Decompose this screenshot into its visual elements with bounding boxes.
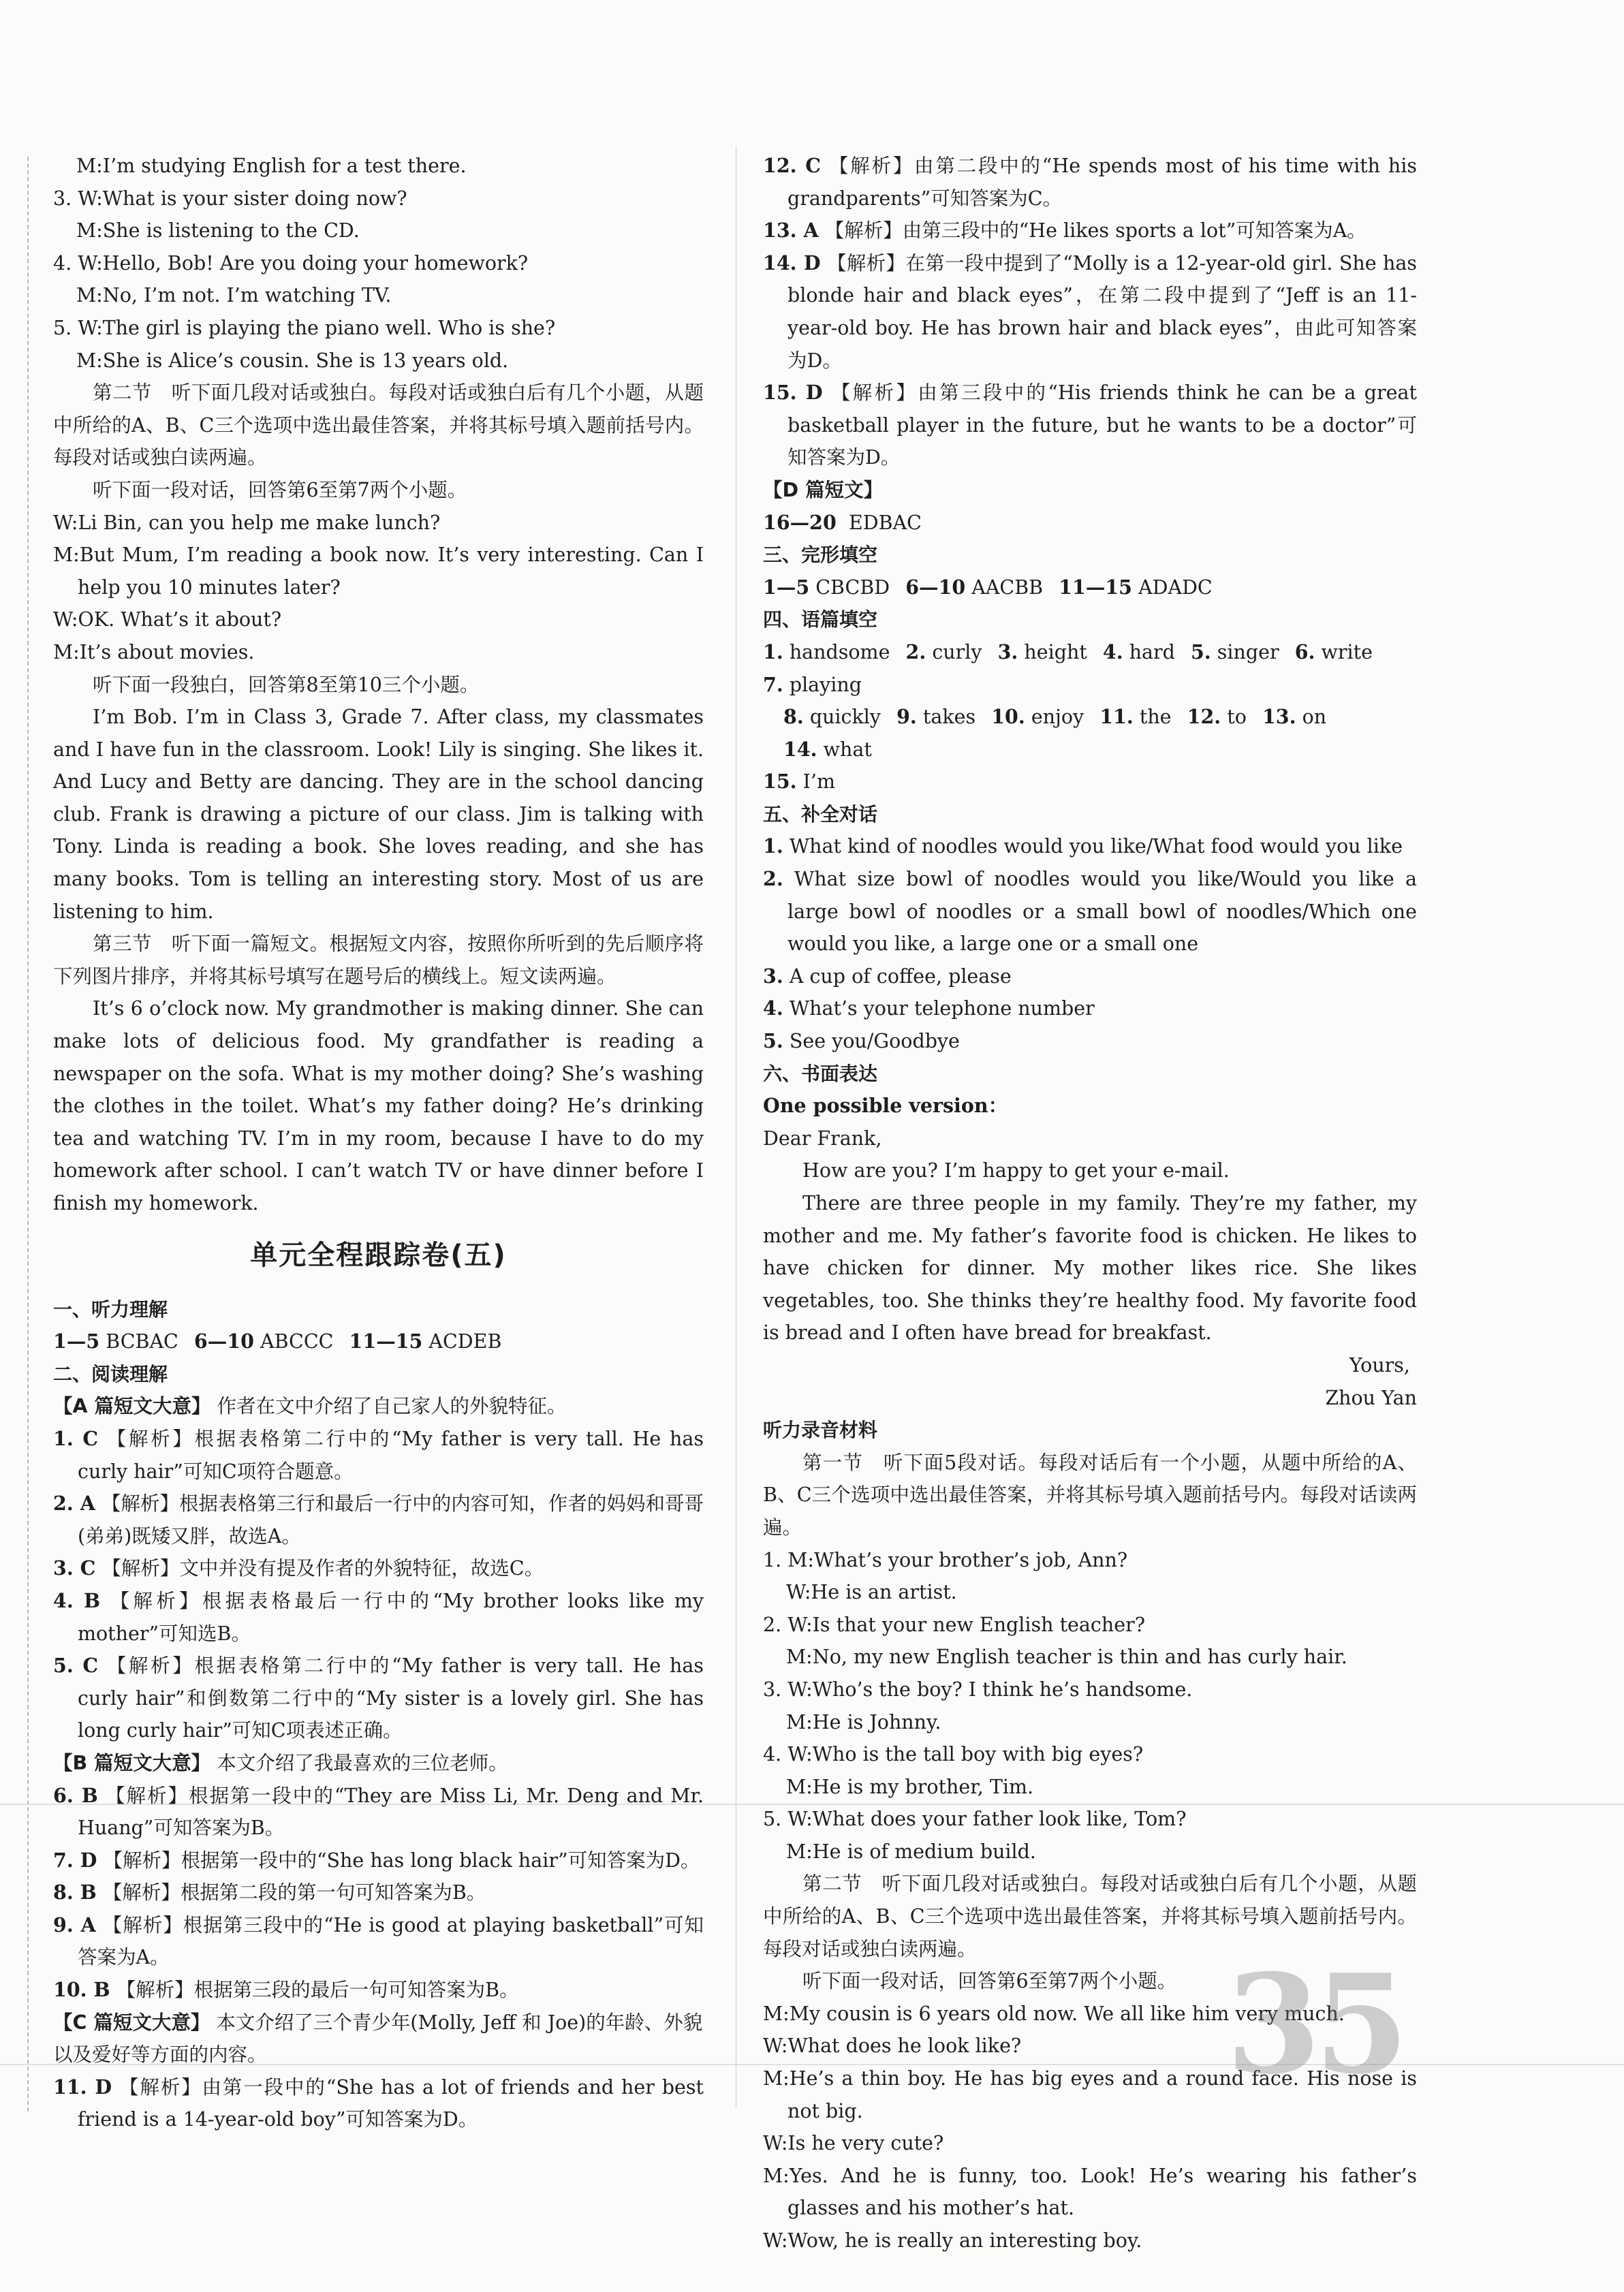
dialog-line: M:She is Alice’s cousin. She is 13 years old. [76,349,509,372]
dialog-line: W:Wow, he is really an interesting boy. [763,2229,1142,2252]
letter-signature: Zhou Yan [1325,1386,1417,1409]
section-heading: 二、阅读理解 [53,1362,168,1385]
dialog-line: 5. W:What does your father look like, Tom? [763,1808,1187,1831]
answer-item: 7. D 【解析】根据第一段中的“She has long black hair”可知答案为D。 [53,1848,700,1872]
letter-paragraph: How are you? I’m happy to get your e-mail. [802,1159,1230,1182]
sample-version-label: One possible version： [763,1094,1008,1118]
section-heading: 五、补全对话 [763,802,878,826]
answer-item: 8. B 【解析】根据第二段的第一句可知答案为B。 [53,1881,486,1904]
dialog-line: 3. W:What is your sister doing now? [53,187,407,210]
answer-item: 4. What’s your telephone number [763,996,1095,1020]
dialog-line: M:But Mum, I’m reading a book now. It’s very interesting. Can I help you 10 minutes later? [53,544,704,599]
cloze-answers: 8. quickly 9. takes 10. enjoy 11. the 12. to 13. on 14. what [783,705,1327,761]
answer-item: 1. What kind of noodles would you like/What food would you like [763,834,1403,858]
answer-item: 1. C 【解析】根据表格第二行中的“My father is very tall. He has curly hair”可知C项符合题意。 [53,1426,704,1483]
passage-tag: 【D 篇短文】 [763,478,884,501]
dialog-line: M:He is Johnny. [786,1710,941,1733]
dialog-line: M:He is my brother, Tim. [786,1775,1034,1798]
dialog-line: 5. W:The girl is playing the piano well. Who is she? [53,316,556,339]
section-heading: 四、语篇填空 [763,608,878,631]
dialog-line: W:Li Bin, can you help me make lunch? [53,511,441,534]
dialog-line: 4. W:Hello, Bob! Are you doing your homework? [53,251,529,274]
section-heading: 六、书面表达 [763,1062,878,1085]
answer-item: 5. See you/Goodbye [763,1029,960,1053]
section-heading: 三、完形填空 [763,544,878,567]
section-instructions: 第二节 听下面几段对话或独白。每段对话或独白后有几个小题，从题中所给的A、B、C三个选项中选出最佳答案，并将其标号填入题前括号内。每段对话或独白读两遍。 [53,381,704,469]
answer-item: 4. B 【解析】根据表格最后一行中的“My brother looks like my mother”可知选B。 [53,1588,704,1645]
section-instructions: 第三节 听下面一篇短文。根据短文内容，按照你所听到的先后顺序将下列图片排序，并将其标号填写在题号后的横线上。短文读两遍。 [53,932,704,988]
section-instructions: 第二节 听下面几段对话或独白。每段对话或独白后有几个小题，从题中所给的A、B、C三个选项中选出最佳答案，并将其标号填入题前括号内。每段对话或独白读两遍。 [763,1872,1417,1960]
answer-item: 2. What size bowl of noodles would you like/Would you like a large bowl of noodles or a small bowl of noodles/Which one would you like, a large one or a small one [763,867,1417,956]
section-heading: 听力录音材料 [763,1419,878,1442]
dialog-line: M:My cousin is 6 years old now. We all like him very much. [763,2002,1345,2025]
answer-item: 12. C 【解析】由第二段中的“He spends most of his time with his grandparents”可知答案为C。 [763,154,1417,210]
answer-item: 2. A 【解析】根据表格第三行和最后一行中的内容可知，作者的妈妈和哥哥(弟弟)既矮又胖，故选A。 [53,1492,704,1548]
answer-item: 15. D 【解析】由第三段中的“His friends think he can be a great basketball player in the future, but he wants to be a doctor”可知答案为D。 [763,381,1417,469]
letter-closing: Yours, [1349,1353,1410,1377]
dialog-line: 3. W:Who’s the boy? I think he’s handsome. [763,1678,1193,1701]
letter-paragraph: There are three people in my family. They’re my father, my mother and me. My father’s favorite food is chicken. He likes to have chicken for dinner. My mother likes rice. She likes vegetables, too. She thinks they’re healthy food. My favorite food is bread and I often have bread for breakfast. [763,1192,1417,1345]
dialog-line: W:OK. What’s it about? [53,608,282,631]
answer-item: 5. C 【解析】根据表格第二行中的“My father is very tall. He has curly hair”和倒数第二行中的“My sister is a lovely girl. She has long curly hair”可知C项表述正确。 [53,1654,704,1742]
passage-summary: 【A 篇短文大意】 作者在文中介绍了自己家人的外貌特征。 [53,1395,567,1418]
section-instructions: 第一节 听下面5段对话。每段对话后有一个小题，从题中所给的A、B、C三个选项中选出最佳答案，并将其标号填入题前括号内。每段对话读两遍。 [763,1451,1417,1539]
answer-row: 16—20 EDBAC [763,510,922,534]
dialog-intro: 听下面一段对话，回答第6至第7两个小题。 [802,1970,1177,1993]
dialog-line: M:Yes. And he is funny, too. Look! He’s wearing his father’s glasses and his mother’s hat. [763,2164,1417,2220]
dialog-line: M:No, my new English teacher is thin and has curly hair. [786,1646,1347,1669]
dialog-line: 4. W:Who is the tall boy with big eyes? [763,1743,1144,1766]
dialog-line: M:He’s a thin boy. He has big eyes and a round face. His nose is not big. [763,2067,1417,2122]
dialog-line: M:I’m studying English for a test there. [76,155,467,177]
answer-row: 1—5 BCBAC 6—10 ABCCC 11—15 ACDEB [53,1330,502,1353]
left-column [53,150,704,2136]
dialog-line: W:What does he look like? [763,2035,1022,2058]
cloze-answers: 15. I’m [763,770,835,794]
answer-row: 1—5 CBCBD 6—10 AACBB 11—15 ADADC [763,575,1213,599]
answer-item: 14. D 【解析】在第一段中提到了“Molly is a 12-year-old girl. She has blonde hair and black eyes”，在第二段中提到了“Jeff is an 11-year-old boy. He has brown hair and black eyes”，由此可知答案为D。 [763,251,1417,372]
dialog-line: W:Is he very cute? [763,2132,944,2155]
dialog-line: M:He is of medium build. [786,1840,1036,1863]
page-number: 35 [1226,1945,1403,2105]
answer-item: 10. B 【解析】根据第三段的最后一句可知答案为B。 [53,1978,519,2002]
dialog-line: M:It’s about movies. [53,640,255,663]
answer-item: 11. D 【解析】由第一段中的“She has a lot of friends and her best friend is a 14-year-old boy”可知答案为D。 [53,2075,704,2131]
cloze-answers: 1. handsome 2. curly 3. height 4. hard 5. singer 6. write 7. playing [763,640,1373,696]
answer-item: 3. C 【解析】文中并没有提及作者的外貌特征，故选C。 [53,1556,544,1580]
dialog-line: 2. W:Is that your new English teacher? [763,1613,1145,1636]
dialog-line: M:No, I’m not. I’m watching TV. [76,284,392,307]
answer-item: 6. B 【解析】根据第一段中的“They are Miss Li, Mr. Deng and Mr. Huang”可知答案为B。 [53,1783,704,1840]
answer-item: 9. A 【解析】根据第三段中的“He is good at playing basketball”可知答案为A。 [53,1913,704,1969]
passage-summary: 【C 篇短文大意】 本文介绍了三个青少年(Molly, Jeff 和 Joe)的年龄、外貌以及爱好等方面的内容。 [53,2011,703,2067]
answer-item: 13. A 【解析】由第三段中的“He likes sports a lot”可知答案为A。 [763,219,1367,242]
unit-title: 单元全程跟踪卷(五) [250,1239,507,1271]
answer-item: 3. A cup of coffee, please [763,964,1012,988]
section-heading: 一、听力理解 [53,1298,168,1321]
passage-text: It’s 6 o’clock now. My grandmother is making dinner. She can make lots of delicious food. My grandfather is reading a newspaper on the sofa. What is my mother doing? She’s washing the clothes in the toilet. What’s my father doing? He’s drinking tea and watching TV. I’m in my room, because I have to do my homework after school. I can’t watch TV or have dinner before I finish my homework. [53,997,704,1214]
dialog-intro: 听下面一段对话，回答第6至第7两个小题。 [93,478,467,501]
dialog-line: M:She is listening to the CD. [76,219,360,242]
dialog-line: W:He is an artist. [786,1581,957,1604]
margin-dashed-rule [27,157,29,2112]
passage-summary: 【B 篇短文大意】 本文介绍了我最喜欢的三位老师。 [53,1751,508,1774]
right-column [763,150,1417,2257]
letter-greeting: Dear Frank, [763,1127,882,1150]
monologue-text: I’m Bob. I’m in Class 3, Grade 7. After class, my classmates and I have fun in the classroom. Look! Lily is singing. She likes it. And Lucy and Betty are dancing. They are in the school dancing club. Frank is drawing a picture of our class. Jim is talking with Tony. Linda is reading a book. She loves reading, and she has many books. Tom is telling an interesting story. Most of us are listening to him. [53,706,704,923]
monologue-intro: 听下面一段独白，回答第8至第10三个小题。 [93,673,480,696]
dialog-line: 1. M:What’s your brother’s job, Ann? [763,1548,1128,1571]
